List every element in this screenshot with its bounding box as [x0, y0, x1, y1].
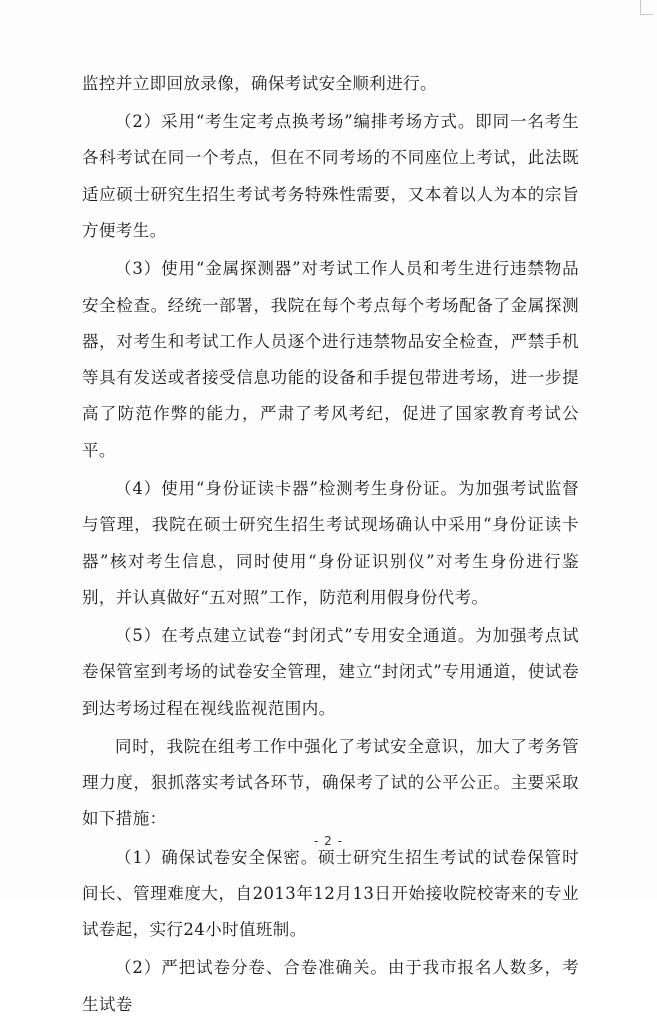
- paragraph-item-3-metal-detector: （3）使用“金属探测器”对考试工作人员和考生进行违禁物品安全检查。经统一部署，我院在每个考点每个考场配备了金属探测器，对考生和考试工作人员逐个进行违禁物品安全检查，严禁手机等具有发送或者接受信息功能的设备和手提包带进考场，进一步提高了防范作弊的能力，严肃了考风考纪，促进了国家教育考试公平。: [82, 259, 579, 460]
- paragraph-item-5-sealed-channel: （5）在考点建立试卷“封闭式”专用安全通道。为加强考点试卷保管室到考场的试卷安全管理，建立“封闭式”专用通道，使试卷到达考场过程在视线监视范围内。: [82, 626, 579, 718]
- paragraph-item-2-exam-arrangement: （2）采用“考生定考点换考场”编排考场方式。即同一名考生各科考试在同一个考点，但在不同考场的不同座位上考试，此法既适应硕士研究生招生考试考务特殊性需要，又本着以人为本的宗旨方便考生。: [82, 112, 579, 241]
- paragraph-item-4-id-card-reader: （4）使用“身份证读卡器”检测考生身份证。为加强考试监督与管理，我院在硕士研究生招生考试现场确认中采用“身份证读卡器”核对考生信息，同时使用“身份证识别仪”对考生身份进行鉴别，并认真做好“五对照”工作，防范利用假身份代考。: [82, 478, 579, 607]
- paragraph-measure-1-paper-security: （1）确保试卷安全保密。硕士研究生招生考试的试卷保管时间长、管理难度大，自2013年12月13日开始接收院校寄来的专业试卷起，实行24小时值班制。: [82, 847, 579, 940]
- paragraph-measure-2-paper-check: （2）严把试卷分卷、合卷准确关。由于我市报名人数多，考生试卷: [82, 958, 579, 1014]
- paragraph-continuation: 监控并立即回放录像，确保考试安全顺利进行。: [82, 74, 437, 93]
- document-body: [82, 66, 579, 1025]
- page-number: - 2 -: [314, 834, 343, 848]
- paragraph-security-awareness: 同时，我院在组考工作中强化了考试安全意识，加大了考务管理力度，狠抓落实考试各环节，确保考了试的公平公正。主要采取如下措施：: [82, 736, 579, 829]
- scan-corner-mark: [640, 0, 653, 15]
